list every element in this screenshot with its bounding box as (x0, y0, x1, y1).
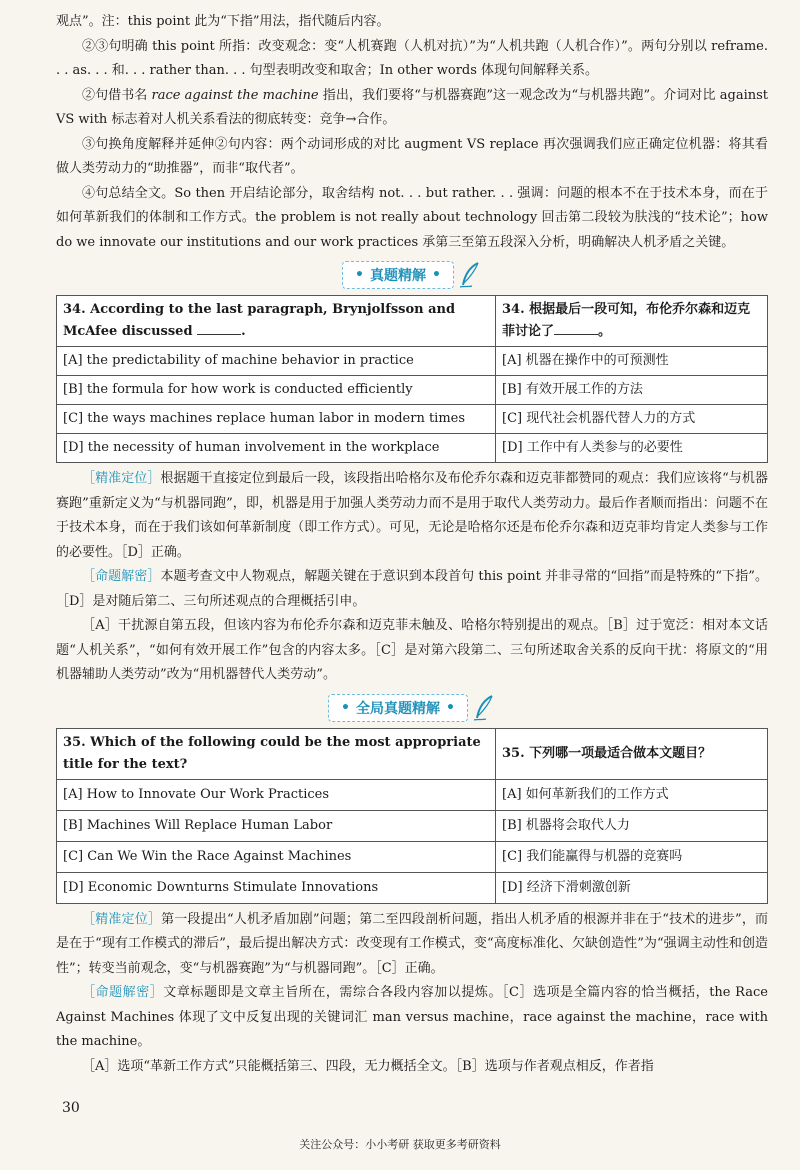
option-row (57, 405, 768, 434)
question-34-stem-en: 34. According to the last paragraph, Brynjolfsson and McAfee discussed . (57, 296, 496, 347)
intro-p2-b: 指出，我们要将“与机器赛跑”这一观念改为“与机器共跑”。介词对比 against VS with 标志着对人机关系看法的彻底转变：竞争→合作。 (56, 87, 768, 127)
question-34-stem-cn: 34. 根据最后一段可知，布伦乔尔森和迈克菲讨论了 。 (496, 296, 768, 347)
analysis-34-locate: ［精准定位］根据题干直接定位到最后一段，该段指出哈格尔及布伦乔尔森和迈克菲都赞同的观点：我们应该将“与机器赛跑”重新定义为“与机器同跑”，即，机器是用于加强人类劳动力而不是用于取代人类劳动力。最后作者顺而指出：问题不在于技术本身，而在于我们该如何革新制度（即工作方式）。可见，无论是哈格尔还是布伦乔尔森和迈克菲均肯定人类参与工作的必要性。［D］正确。 (56, 471, 768, 560)
option-cn: [A] 机器在操作中的可预测性 (496, 347, 768, 376)
question-35-stem-en: 35. Which of the following could be the most appropriate title for the text? (57, 728, 496, 779)
tag-label: ［精准定位］ (82, 471, 161, 486)
option-cn: [C] 我们能赢得与机器的竞赛吗 (496, 841, 768, 872)
option-cn: [B] 机器将会取代人力 (496, 810, 768, 841)
quill-pen-icon (458, 261, 482, 289)
banner-box-2 (328, 694, 468, 722)
question-34-stem-row (57, 296, 768, 347)
analysis-35-distractors: ［A］选项“革新工作方式”只能概括第三、四段，无力概括全文。［B］选项与作者观点相反，作者指 (82, 1058, 654, 1074)
analysis-34-decode: ［命题解密］本题考查文中人物观点，解题关键在于意识到本段首句 this point 并非寻常的“回指”而是特殊的“下指”。［D］是对随后第二、三句所述观点的合理概括引申。 (56, 569, 768, 609)
option-en: [D] Economic Downturns Stimulate Innovations (57, 872, 496, 903)
intro-line-top: 观点”。注：this point 此为“下指”用法，指代随后内容。 (56, 14, 390, 29)
page-number: 30 (62, 1100, 80, 1116)
dot-icon: • (341, 699, 350, 716)
book-title: race against the machine (151, 87, 319, 103)
option-cn: [D] 工作中有人类参与的必要性 (496, 434, 768, 463)
intro-paragraph-2 (56, 84, 768, 133)
option-row (57, 872, 768, 903)
quill-pen-icon (472, 694, 496, 722)
option-en: [B] the formula for how work is conducted efficiently (57, 376, 496, 405)
dot-icon: • (355, 267, 364, 283)
option-en: [B] Machines Will Replace Human Labor (57, 810, 496, 841)
intro-p2-a: ②句借书名 (82, 87, 152, 103)
intro-paragraph-1: ②③句明确 this point 所指：改变观念：变“人机赛跑（人机对抗）”为“人机共跑（人机合作）”。两句分别以 reframe. . . as. . . 和. . . rather than. . . 句型表明改变和取舍；In other words 体现句间解释关系。 (56, 38, 768, 78)
tag-label: ［精准定位］ (82, 911, 162, 927)
option-en: [A] the predictability of machine behavior in practice (57, 347, 496, 376)
option-row (57, 376, 768, 405)
analysis-35-decode: ［命题解密］文章标题即是文章主旨所在，需综合各段内容加以提炼。［C］选项是全篇内容的恰当概括，the Race Against Machines 体现了文中反复出现的关键词汇 man versus machine，race against the machine，race with the machine。 (56, 985, 768, 1049)
option-en: [C] the ways machines replace human labor in modern times (57, 405, 496, 434)
dot-icon: • (446, 699, 455, 716)
tag-label: ［命题解密］ (82, 985, 164, 1000)
tag-label: ［命题解密］ (82, 569, 161, 584)
option-en: [A] How to Innovate Our Work Practices (57, 779, 496, 810)
option-cn: [B] 有效开展工作的方法 (496, 376, 768, 405)
dot-icon: • (432, 267, 441, 283)
question-35-stem-row (57, 728, 768, 779)
footer-note: 关注公众号：小小考研 获取更多考研资料 (299, 1138, 501, 1151)
option-row (57, 434, 768, 463)
option-row (57, 347, 768, 376)
question-34-table (56, 295, 768, 463)
banner-section-1 (56, 255, 768, 295)
question-35-stem-cn: 35. 下列哪一项最适合做本文题目？ (496, 728, 768, 779)
answer-blank (554, 322, 598, 335)
analysis-34-distractors: ［A］干扰源自第五段，但该内容为布伦乔尔森和迈克菲未触及、哈格尔特别提出的观点。［B］过于宽泛：相对本文话题“人机关系”，“如何有效开展工作”包含的内容太多。［C］是对第六段第二、三句所述取舍关系的反向干扰：将原文的“用机器辅助人类劳动”改为“用机器替代人类劳动”。 (56, 618, 768, 682)
content (56, 10, 768, 1079)
option-row (57, 841, 768, 872)
option-row (57, 810, 768, 841)
option-en: [C] Can We Win the Race Against Machines (57, 841, 496, 872)
option-cn: [A] 如何革新我们的工作方式 (496, 779, 768, 810)
banner-box-1 (342, 261, 454, 289)
option-cn: [C] 现代社会机器代替人力的方式 (496, 405, 768, 434)
option-cn: [D] 经济下滑刺激创新 (496, 872, 768, 903)
intro-paragraph-3: ③句换角度解释并延伸②句内容：两个动词形成的对比 augment VS replace 再次强调我们应正确定位机器：将其看做人类劳动力的“助推器”，而非“取代者”。 (56, 136, 768, 176)
banner-label-2: 全局真题精解 (356, 700, 440, 717)
question-35-table (56, 728, 768, 904)
answer-blank (197, 322, 241, 335)
intro-paragraph-4: ④句总结全文。So then 开启结论部分，取舍结构 not. . . but rather. . . 强调：问题的根本不在于技术本身，而在于如何革新我们的体制和工作方式。the problem is not really about technology 回击第二段较为肤浅的“技术论”；how do we innovate our institutions and our work practices 承第三至第五段深入分析，明确解决人机矛盾之关键。 (56, 185, 768, 250)
option-en: [D] the necessity of human involvement in the workplace (57, 434, 496, 463)
banner-label-1: 真题精解 (370, 268, 426, 284)
analysis-35-locate: ［精准定位］第一段提出“人机矛盾加剧”问题；第二至四段剖析问题，指出人机矛盾的根源并非在于“技术的进步”，而是在于“现有工作模式的滞后”，最后提出解决方式：改变现有工作模式，变“高度标准化、欠缺创造性”为“强调主动性和创造性”；转变当前观念，变“与机器赛跑”为“与机器同跑”。［C］正确。 (56, 911, 768, 976)
option-row (57, 779, 768, 810)
banner-section-2 (56, 688, 768, 728)
